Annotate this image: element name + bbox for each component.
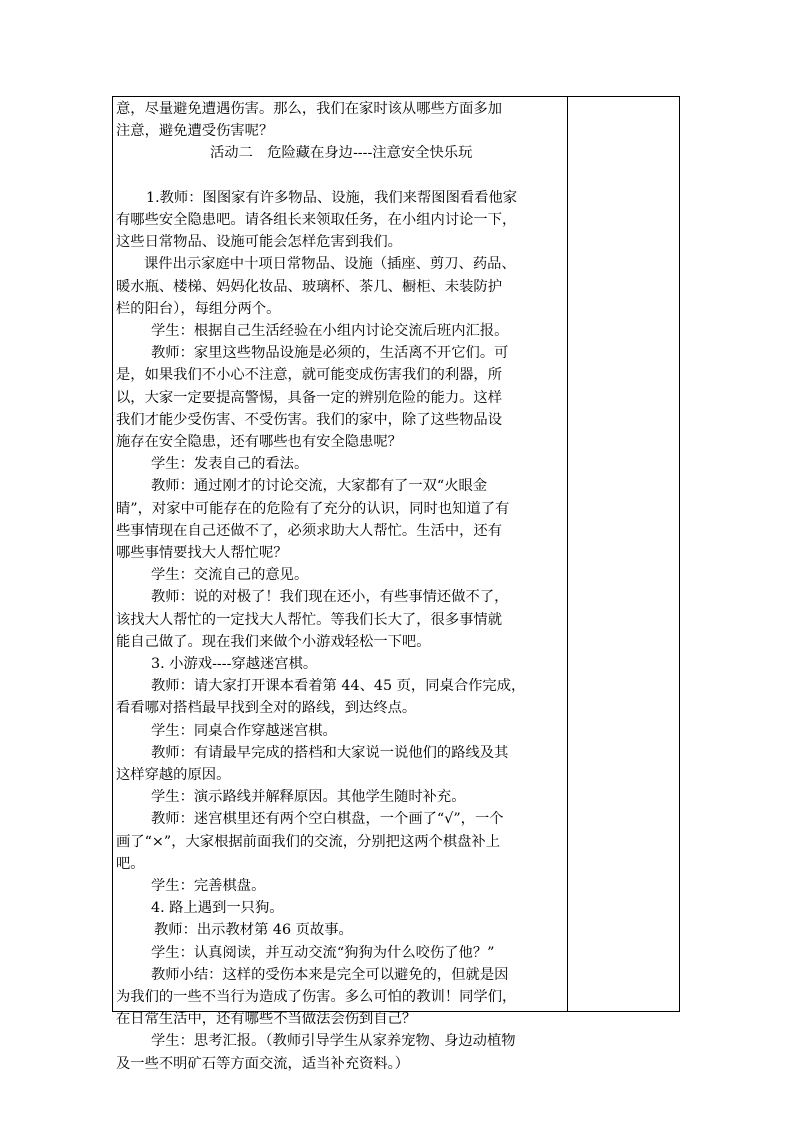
text-line: 学生：同桌合作穿越迷宫棋。 [151, 722, 337, 739]
text-line: 些事情现在自己还做不了，必须求助大人帮忙。生活中，还有 [116, 522, 503, 539]
text-line: 看看哪对搭档最早找到全对的路线，到达终点。 [116, 700, 417, 717]
text-line: 为我们的一些不当行为造成了伤害。多么可怕的教训！同学们， [116, 989, 517, 1005]
text-line: 是，如果我们不小心不注意，就可能变成伤害我们的利器，所 [116, 367, 503, 384]
text-line: 以，大家一定要提高警惕，具备一定的辨别危险的能力。这样 [116, 389, 503, 406]
text-line: 这样穿越的原因。 [116, 767, 231, 783]
text-line: 我们才能少受伤害、不受伤害。我们的家中，除了这些物品设 [116, 411, 503, 428]
text-line: 施存在安全隐患，还有哪些也有安全隐患呢？ [116, 434, 402, 450]
text-line: 教师：迷宫棋里还有两个空白棋盘，一个画了“√”，一个 [151, 811, 504, 828]
text-line: 教师小结：这样的受伤本来是完全可以避免的，但就是因 [151, 966, 509, 983]
text-line: 这些日常物品、设施可能会怎样危害到我们。 [116, 234, 402, 251]
lesson-content-cell [116, 97, 566, 1072]
text-line: 栏的阳台），每组分两个。 [116, 300, 281, 317]
text-line: 及一些不明矿石等方面交流，适当补充资料。） [116, 1055, 410, 1072]
text-line: 学生：演示路线并解释原因。其他学生随时补充。 [151, 789, 466, 806]
text-line: 注意，避免遭受伤害呢？ [116, 123, 274, 140]
text-line: 教师：家里这些物品设施是必须的，生活离不开它们。可 [151, 345, 509, 362]
text-line: 3. 小游戏----穿越迷宫棋。 [151, 656, 318, 672]
text-line: 睛”，对家中可能存在的危险有了充分的认识，同时也知道了有 [116, 500, 510, 517]
text-line: 学生：交流自己的意见。 [151, 567, 309, 584]
text-line: 暖水瓶、楼梯、妈妈化妆品、玻璃杯、茶几、橱柜、未装防护 [116, 278, 503, 295]
text-line: 学生：发表自己的看法。 [151, 456, 309, 473]
lesson-table [112, 96, 680, 1072]
text-line: 学生：根据自己生活经验在小组内讨论交流后班内汇报。 [151, 323, 509, 339]
text-line: 有哪些安全隐患吧。请各组长来领取任务，在小组内讨论一下， [116, 212, 517, 228]
text-line: 1.教师：图图家有许多物品、设施，我们来帮图图看看他家 [146, 189, 518, 206]
text-line: 哪些事情要找大人帮忙呢？ [116, 545, 288, 561]
text-line: 能自己做了。现在我们来做个小游戏轻松一下吧。 [116, 633, 431, 650]
text-line: 吧。 [116, 855, 145, 872]
text-line: 学生：思考汇报。（教师引导学生从家养宠物、身边动植物 [151, 1033, 516, 1050]
text-line: 课件出示家庭中十项日常物品、设施（插座、剪刀、药品、 [144, 256, 516, 273]
text-line: 学生：认真阅读，并互动交流“狗狗为什么咬伤了他？” [151, 944, 495, 961]
text-line: 教师：说的对极了！我们现在还小，有些事情还做不了， [151, 589, 509, 606]
text-line: 教师：出示教材第 46 页故事。 [154, 922, 353, 939]
text-line: 意，尽量避免遭遇伤害。那么，我们在家时该从哪些方面多加 [116, 101, 503, 117]
text-line: 画了“×”，大家根据前面我们的交流，分别把这两个棋盘补上 [116, 833, 501, 850]
notes-cell [568, 97, 679, 1011]
text-line: 学生：完善棋盘。 [151, 878, 266, 894]
text-line: 活动二 危险藏在身边----注意安全快乐玩 [210, 145, 473, 162]
text-line: 教师：通过刚才的讨论交流，大家都有了一双“火眼金 [151, 478, 488, 495]
text-line: 4. 路上遇到一只狗。 [151, 900, 284, 917]
text-line: 教师：有请最早完成的搭档和大家说一说他们的路线及其 [151, 744, 509, 761]
text-line: 教师：请大家打开课本看着第 44、45 页，同桌合作完成， [151, 678, 526, 695]
text-line: 该找大人帮忙的一定找大人帮忙。等我们长大了，很多事情就 [116, 611, 503, 628]
text-line: 在日常生活中，还有哪些不当做法会伤到自己？ [116, 1011, 417, 1028]
